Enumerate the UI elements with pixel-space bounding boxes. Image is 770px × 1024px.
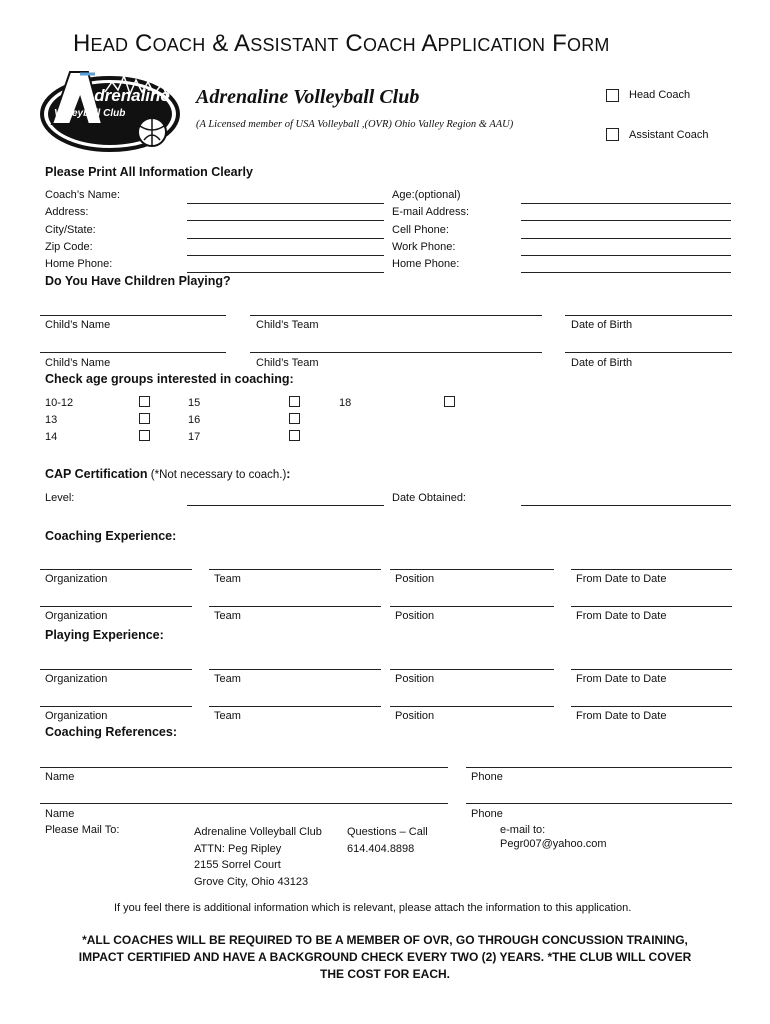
position-label: Position [395, 673, 435, 685]
dates-label: From Date to Date [576, 710, 667, 722]
email-prompt: e-mail to: [500, 824, 546, 836]
playing-org-field-1[interactable] [40, 669, 192, 670]
team-label: Team [214, 673, 241, 685]
email-label: E-mail Address: [392, 206, 470, 218]
work-phone-label: Work Phone: [392, 241, 456, 253]
age-14-label: 14 [45, 431, 58, 443]
age-field[interactable] [521, 203, 731, 204]
age-label: Age:(optional) [392, 189, 461, 201]
city-state-field[interactable] [187, 238, 384, 239]
assistant-coach-checkbox[interactable] [606, 128, 619, 141]
coaching-org-field-1[interactable] [40, 569, 192, 570]
email-field[interactable] [521, 220, 731, 221]
coaching-team-field-1[interactable] [209, 569, 381, 570]
child-dob-label: Date of Birth [571, 319, 633, 331]
coaching-dates-field-1[interactable] [571, 569, 732, 570]
child-name-label: Child’s Name [45, 319, 111, 331]
org-label: Organization [45, 710, 108, 722]
child-name-field-2[interactable] [40, 352, 226, 353]
cell-phone-label: Cell Phone: [392, 224, 449, 236]
reference-name-field-1[interactable] [40, 767, 448, 768]
cell-phone-field[interactable] [521, 238, 731, 239]
position-label: Position [395, 610, 435, 622]
assistant-coach-label: Assistant Coach [629, 129, 709, 141]
home-phone-field[interactable] [187, 272, 384, 273]
coaching-experience-heading: Coaching Experience: [45, 529, 177, 543]
org-label: Organization [45, 610, 108, 622]
coaching-position-field-1[interactable] [390, 569, 554, 570]
home-phone-label: Home Phone: [45, 258, 113, 270]
child-team-field-1[interactable] [250, 315, 542, 316]
reference-phone-field-1[interactable] [466, 767, 732, 768]
age-17-label: 17 [188, 431, 201, 443]
child-team-field-2[interactable] [250, 352, 542, 353]
cap-level-field[interactable] [187, 505, 384, 506]
playing-position-field-1[interactable] [390, 669, 554, 670]
address-label: Address: [45, 206, 89, 218]
child-team-label: Child’s Team [256, 319, 319, 331]
dates-label: From Date to Date [576, 610, 667, 622]
print-heading: Please Print All Information Clearly [45, 165, 253, 179]
zip-code-label: Zip Code: [45, 241, 93, 253]
age-groups-heading: Check age groups interested in coaching: [45, 372, 294, 386]
age-16-label: 16 [188, 414, 201, 426]
age-17-checkbox[interactable] [289, 430, 300, 441]
logo-subtext: Volleyball Club [54, 108, 126, 119]
dates-label: From Date to Date [576, 673, 667, 685]
children-heading: Do You Have Children Playing? [45, 274, 231, 288]
coaching-org-field-2[interactable] [40, 606, 192, 607]
coaching-team-field-2[interactable] [209, 606, 381, 607]
playing-position-field-2[interactable] [390, 706, 554, 707]
team-label: Team [214, 710, 241, 722]
head-coach-label: Head Coach [629, 89, 691, 101]
child-team-label: Child’s Team [256, 357, 319, 369]
club-logo [40, 64, 185, 164]
child-dob-label: Date of Birth [571, 357, 633, 369]
age-14-checkbox[interactable] [139, 430, 150, 441]
work-phone-field[interactable] [521, 255, 731, 256]
coaching-dates-field-2[interactable] [571, 606, 732, 607]
home-phone-2-field[interactable] [521, 272, 731, 273]
reference-phone-label: Phone [471, 771, 503, 783]
reference-name-label: Name [45, 808, 75, 820]
reference-phone-field-2[interactable] [466, 803, 732, 804]
references-heading: Coaching References: [45, 725, 177, 739]
club-name: Adrenaline Volleyball Club [196, 86, 420, 108]
mailing-address: Adrenaline Volleyball Club ATTN: Peg Ripley 2155 Sorrel Court Grove City, Ohio 43123 [194, 826, 322, 888]
position-label: Position [395, 573, 435, 585]
cap-date-label: Date Obtained: [392, 492, 466, 504]
age-15-label: 15 [188, 397, 201, 409]
age-16-checkbox[interactable] [289, 413, 300, 424]
head-coach-checkbox[interactable] [606, 89, 619, 102]
coaching-position-field-2[interactable] [390, 606, 554, 607]
zip-code-field[interactable] [187, 255, 384, 256]
playing-team-field-1[interactable] [209, 669, 381, 670]
playing-team-field-2[interactable] [209, 706, 381, 707]
cap-date-field[interactable] [521, 505, 731, 506]
age-18-checkbox[interactable] [444, 396, 455, 407]
playing-dates-field-1[interactable] [571, 669, 732, 670]
club-subtitle: (A Licensed member of USA Volleyball ,(OVR) Ohio Valley Region & AAU) [196, 119, 514, 130]
address-field[interactable] [187, 220, 384, 221]
age-10-12-label: 10-12 [45, 397, 74, 409]
org-label: Organization [45, 673, 108, 685]
reference-phone-label: Phone [471, 808, 503, 820]
coach-name-field[interactable] [187, 203, 384, 204]
home-phone-2-label: Home Phone: [392, 258, 460, 270]
reference-name-field-2[interactable] [40, 803, 448, 804]
org-label: Organization [45, 573, 108, 585]
mail-to-label: Please Mail To: [45, 824, 120, 836]
dates-label: From Date to Date [576, 573, 667, 585]
child-dob-field-2[interactable] [565, 352, 732, 353]
age-13-label: 13 [45, 414, 58, 426]
coach-name-label: Coach’s Name: [45, 189, 120, 201]
questions-contact: Questions – Call 614.404.8898 [347, 826, 428, 855]
playing-dates-field-2[interactable] [571, 706, 732, 707]
reference-name-label: Name [45, 771, 75, 783]
requirements-notice: *ALL COACHES WILL BE REQUIRED TO BE A MEMBER OF OVR, GO THROUGH CONCUSSION TRAINING, IMPACT CERTIFIED AND HAVE A BACKGROUND CHECK EVERY TWO (2) YEARS. *THE CLUB WILL COVER THE COST FOR EACH. [78, 933, 692, 981]
team-label: Team [214, 610, 241, 622]
child-dob-field-1[interactable] [565, 315, 732, 316]
age-18-label: 18 [339, 397, 352, 409]
position-label: Position [395, 710, 435, 722]
child-name-label: Child’s Name [45, 357, 111, 369]
age-15-checkbox[interactable] [289, 396, 300, 407]
contact-email[interactable]: Pegr007@yahoo.com [500, 838, 607, 850]
logo-text: Adrenaline [82, 86, 170, 105]
child-name-field-1[interactable] [40, 315, 226, 316]
team-label: Team [214, 573, 241, 585]
playing-org-field-2[interactable] [40, 706, 192, 707]
form-title: HEAD COACH & ASSISTANT COACH APPLICATION FORM [73, 30, 610, 57]
playing-experience-heading: Playing Experience: [45, 628, 164, 642]
city-state-label: City/State: [45, 224, 96, 236]
additional-info-note: If you feel there is additional information which is relevant, please attach the information to this application. [114, 902, 632, 914]
cap-level-label: Level: [45, 492, 75, 504]
age-10-12-checkbox[interactable] [139, 396, 150, 407]
age-13-checkbox[interactable] [139, 413, 150, 424]
cap-heading: CAP Certification (*Not necessary to coach.): [45, 467, 291, 481]
